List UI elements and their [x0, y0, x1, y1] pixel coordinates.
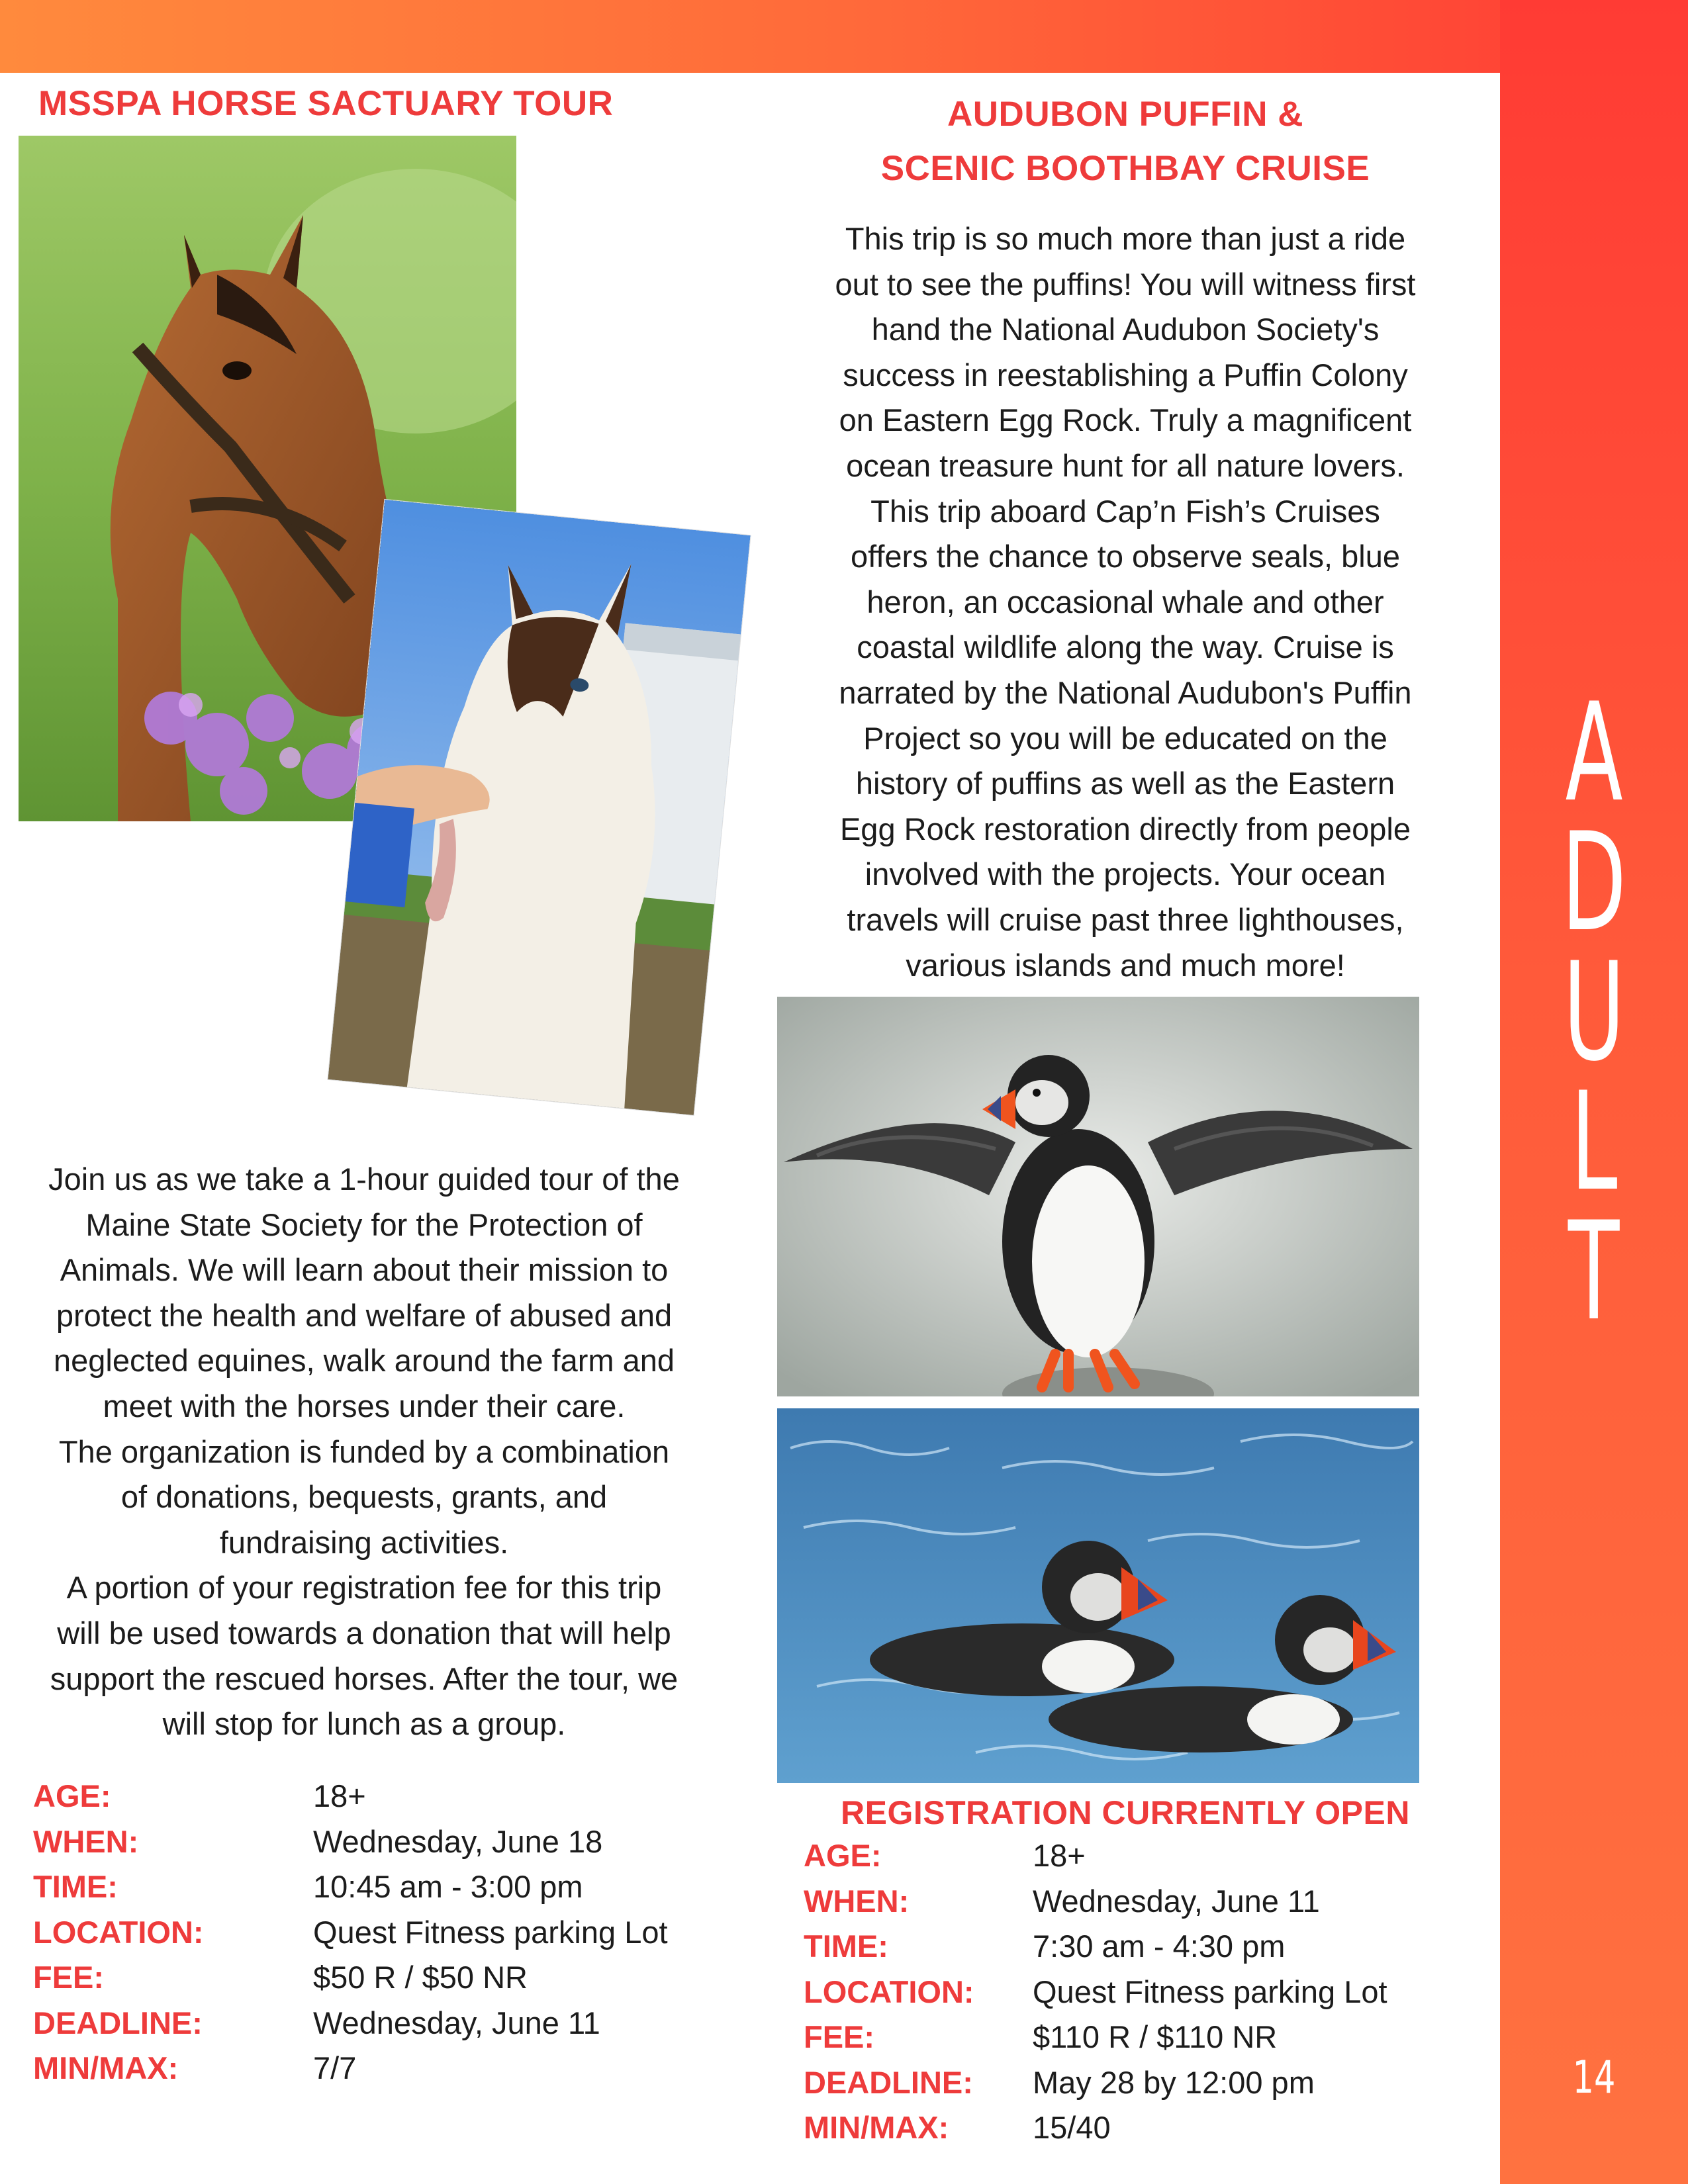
detail-label: FEE: — [33, 1960, 105, 1995]
detail-row-location — [33, 1910, 722, 1956]
detail-value: Wednesday, June 11 — [1033, 1883, 1320, 1919]
horse-tour-description — [20, 1157, 708, 1747]
horse-tour-title: MSSPA HORSE SACTUARY TOUR — [38, 84, 614, 123]
page-number: 14 — [1572, 2052, 1616, 2104]
description-line: Join us as we take a 1-hour guided tour of the — [48, 1161, 680, 1197]
detail-label: TIME: — [33, 1869, 118, 1904]
detail-value: Wednesday, June 11 — [313, 2005, 600, 2040]
detail-row-location — [804, 1970, 1492, 2015]
horse-tour-details — [33, 1774, 722, 2091]
registration-status: REGISTRATION CURRENTLY OPEN — [841, 1794, 1410, 1831]
description-line: travels will cruise past three lighthouses, — [847, 901, 1404, 937]
puffin-title-line: AUDUBON PUFFIN & — [947, 95, 1303, 134]
description-line: A portion of your registration fee for this trip — [66, 1570, 662, 1606]
description-line: Egg Rock restoration directly from people — [839, 811, 1411, 846]
detail-value: 18+ — [1033, 1838, 1086, 1873]
detail-value: $110 R / $110 NR — [1033, 2019, 1278, 2054]
description-line: success in reestablishing a Puffin Colony — [843, 357, 1408, 392]
detail-value: 7:30 am - 4:30 pm — [1033, 1929, 1286, 1964]
side-letter: A — [1565, 674, 1623, 832]
description-line: narrated by the National Audubon's Puffin — [839, 674, 1412, 710]
detail-label: MIN/MAX: — [33, 2050, 179, 2085]
side-letter: D — [1562, 804, 1626, 962]
detail-row-fee — [33, 1955, 722, 2001]
description-line: This trip is so much more than just a ride — [845, 221, 1406, 256]
puffin-title-line: SCENIC BOOTHBAY CRUISE — [880, 149, 1370, 188]
detail-row-age — [33, 1774, 722, 1819]
description-line: neglected equines, walk around the farm and — [53, 1343, 675, 1379]
side-letter: T — [1568, 1193, 1620, 1351]
detail-row-min-max — [33, 2046, 722, 2091]
detail-row-age — [804, 1833, 1492, 1879]
detail-value: 18+ — [313, 1778, 366, 1813]
detail-row-when — [33, 1819, 722, 1865]
side-letter: L — [1570, 1064, 1618, 1221]
detail-row-time — [804, 1924, 1492, 1970]
description-line: history of puffins as well as the Eastern — [855, 766, 1395, 801]
description-line: ocean treasure hunt for all nature lovers. — [846, 447, 1405, 483]
puffin-cruise-description — [768, 216, 1483, 988]
detail-label: TIME: — [804, 1929, 888, 1964]
side-letter: U — [1563, 934, 1625, 1091]
detail-row-deadline — [33, 2001, 722, 2046]
detail-value: 15/40 — [1033, 2110, 1111, 2145]
section-label-adult — [1500, 674, 1688, 1351]
description-line: Animals. We will learn about their mission to — [60, 1252, 669, 1288]
detail-label: DEADLINE: — [804, 2064, 973, 2100]
description-line: will stop for lunch as a group. — [162, 1706, 566, 1742]
detail-value: $50 R / $50 NR — [313, 1960, 528, 1995]
detail-label: LOCATION: — [33, 1914, 204, 1950]
horse-photo-petting — [328, 500, 750, 1115]
description-line: heron, an occasional whale and other — [867, 584, 1384, 619]
detail-value: Quest Fitness parking Lot — [313, 1914, 668, 1950]
description-line: This trip aboard Cap’n Fish’s Cruises — [870, 493, 1380, 529]
detail-row-when — [804, 1879, 1492, 1925]
description-line: meet with the horses under their care. — [103, 1388, 626, 1424]
description-line: Maine State Society for the Protection of — [85, 1206, 643, 1242]
detail-row-deadline — [804, 2060, 1492, 2106]
puffin-cruise-title — [768, 87, 1483, 196]
description-line: The organization is funded by a combination — [58, 1433, 670, 1469]
detail-label: AGE: — [804, 1838, 882, 1873]
detail-label: FEE: — [804, 2019, 875, 2054]
description-line: out to see the puffins! You will witness first — [835, 266, 1416, 302]
detail-label: DEADLINE: — [33, 2005, 203, 2040]
detail-row-min-max — [804, 2105, 1492, 2151]
description-line: will be used towards a donation that will help — [57, 1615, 671, 1651]
top-gradient-bar — [0, 0, 1688, 73]
description-line: on Eastern Egg Rock. Truly a magnificent — [839, 402, 1412, 438]
detail-value: May 28 by 12:00 pm — [1033, 2064, 1315, 2100]
puffin-photo-water — [777, 1408, 1419, 1783]
description-line: Project so you will be educated on the — [863, 720, 1387, 756]
detail-label: AGE: — [33, 1778, 111, 1813]
description-line: fundraising activities. — [219, 1524, 509, 1560]
detail-label: MIN/MAX: — [804, 2110, 949, 2145]
puffin-cruise-details — [804, 1833, 1492, 2151]
description-line: offers the chance to observe seals, blue — [851, 539, 1400, 574]
detail-value: 7/7 — [313, 2050, 357, 2085]
description-line: coastal wildlife along the way. Cruise is — [857, 629, 1394, 665]
puffin-photo-wings — [777, 997, 1419, 1396]
detail-label: LOCATION: — [804, 1974, 974, 2009]
detail-value: 10:45 am - 3:00 pm — [313, 1869, 583, 1904]
description-line: of donations, bequests, grants, and — [120, 1479, 608, 1515]
detail-value: Wednesday, June 18 — [313, 1823, 603, 1859]
detail-row-time — [33, 1864, 722, 1910]
description-line: involved with the projects. Your ocean — [865, 856, 1386, 892]
description-line: various islands and much more! — [906, 947, 1345, 983]
description-line: support the rescued horses. After the tour, we — [50, 1661, 679, 1696]
detail-label: WHEN: — [33, 1823, 139, 1859]
detail-value: Quest Fitness parking Lot — [1033, 1974, 1387, 2009]
detail-row-fee — [804, 2015, 1492, 2060]
description-line: protect the health and welfare of abused and — [56, 1297, 673, 1333]
description-line: hand the National Audubon Society's — [871, 312, 1380, 347]
detail-label: WHEN: — [804, 1883, 910, 1919]
